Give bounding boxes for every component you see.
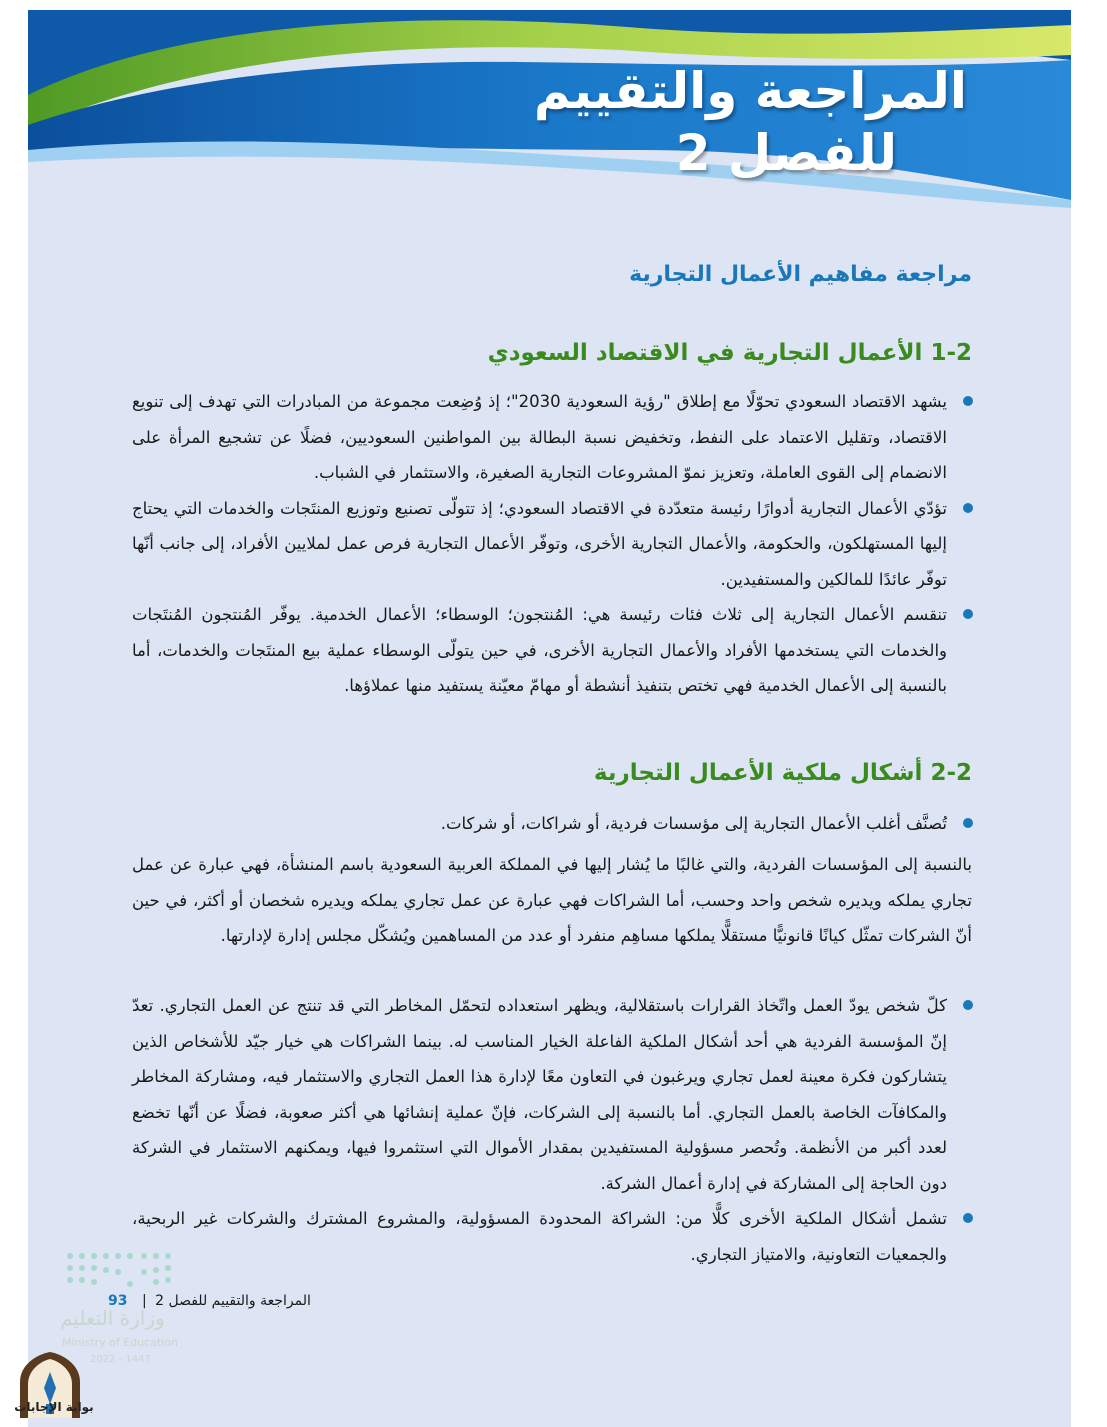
bullet-item [132,597,947,704]
bullet-text: تشمل أشكال الملكية الأخرى كلًّا من: الشراكة المحدودة المسؤولية، والمشروع المشترك والشركات غير الربحية، والجمعيات التعاونية، والامتياز التجاري. [132,1209,947,1264]
bullet-item [132,384,947,491]
bullet-text: تنقسم الأعمال التجارية إلى ثلاث فئات رئيسة هي: المُنتجون؛ الوسطاء؛ الأعمال الخدمية. يوفّر المُنتجون المُنتَجات والخدمات التي يستخدمها الأفراد والأعمال التجارية الأخرى، في حين يتولّى الوسطاء عملية بيع المنتَجات والخدمات، أما بالنسبة إلى الأعمال الخدمية فهي تختص بتنفيذ أنشطة أو مهامّ معيّنة يستفيد منها عملاؤها. [132,605,947,695]
chapter-title-line2: للفصل 2 [675,124,897,182]
section2-bullets [132,988,947,1272]
bullet-dot-icon [963,503,973,513]
bullet-dot-icon [963,1000,973,1010]
bullet-text: تؤدّي الأعمال التجارية أدوارًا رئيسة متعدّدة في الاقتصاد السعودي؛ إذ تتولّى تصنيع وتوزيع المنتَجات والخدمات التي يحتاج إليها المستهلكون، والحكومة، والأعمال التجارية الأخرى، وتوفّر الأعمال التجارية فرص عمل لملايين الأفراد، إلى جانب أنّها توفّر عائدًا للمالكين والمستفيدين. [132,498,947,589]
section2-heading: 2-2 أشكال ملكية الأعمال التجارية [593,760,972,786]
bullet-item [132,988,947,1201]
bullet-dot-icon [963,1213,973,1223]
section2-paragraph: بالنسبة إلى المؤسسات الفردية، والتي غالبًا ما يُشار إليها في المملكة العربية السعودية باسم المنشأة، فهي عبارة عن عمل تجاري يملكه ويديره شخص واحد وحسب، أما الشراكات فهي عبارة عن عمل تجاري يملكه ويديره شخصان أو أكثر، في حين أنّ الشركات تمثّل كيانًا قانونيًّا مستقلًّا يملكها مساهِم منفرد أو عدد من المساهمين ويُشكّل مجلس إدارة لإدارتها. [132,855,972,945]
bullet-item [132,1201,947,1272]
page-footer [108,1293,311,1309]
chapter-title-line1: المراجعة والتقييم [533,62,967,120]
section1-heading: 1-2 الأعمال التجارية في الاقتصاد السعودي [487,340,972,366]
header-banner [0,0,1107,240]
bullet-text: كلّ شخص يودّ العمل واتّخاذ القرارات باستقلالية، ويظهر استعداده لتحمّل المخاطر التي قد تنتج عن العمل التجاري. تعدّ إنّ المؤسسة الفردية هي أحد أشكال الملكية الفاعلة الخيار المناسب له. بينما الشراكات هي خيار جيّد للأشخاص الذين يتشاركون فكرة معينة لعمل تجاري ويرغبون في التعاون معًا لإدارة هذا العمل التجاري والاستثمار فيه، ومشاركة المخاطر والمكافآت الخاصة بالعمل التجاري. أما بالنسبة إلى الشركات، فإنّ عملية إنشائها هي أكثر صعوبة، فضلًا عن أنّها تخضع لعدد أكبر من الأنظمة. وتُحصر مسؤولية المستفيدين بمقدار الأموال التي استثمروا فيها، ويمكنهم الاستثمار في الشركة دون الحاجة إلى المشاركة في إدارة أعمال الشركة. [132,996,947,1193]
footer-chapter-label: المراجعة والتقييم للفصل 2 [155,1293,311,1309]
bullet-dot-icon [963,609,973,619]
review-heading: مراجعة مفاهيم الأعمال التجارية [629,262,972,287]
footer-separator: | [141,1293,147,1309]
portal-label: بوابة الإجابات [14,1400,94,1414]
bullet-item [132,491,947,598]
section1-bullets [132,384,947,704]
ministry-name-english: Ministry of Education [62,1336,179,1349]
page-number: 93 [108,1293,128,1309]
bullet-dot-icon [963,818,973,828]
bullet-text: تُصنَّف أغلب الأعمال التجارية إلى مؤسسات فردية، أو شراكات، أو شركات. [440,814,947,833]
bullet-item [132,806,947,842]
section2-bullet1 [132,806,947,842]
ministry-name-arabic: وزارة التعليم [60,1306,165,1330]
bullet-text: يشهد الاقتصاد السعودي تحوّلًا مع إطلاق "رؤية السعودية 2030"؛ إذ وُضِعت مجموعة من المبادرات التي تهدف إلى تنويع الاقتصاد، وتقليل الاعتماد على النفط، وتخفيض نسبة البطالة بين المواطنين السعوديين، فضلًا عن تشجيع المرأة على الانضمام إلى القوى العاملة، وتعزيز نموّ المشروعات التجارية الصغيرة، والاستثمار في الشباب. [132,392,947,482]
ministry-year: 2022 - 1447 [90,1354,151,1365]
bullet-dot-icon [963,396,973,406]
